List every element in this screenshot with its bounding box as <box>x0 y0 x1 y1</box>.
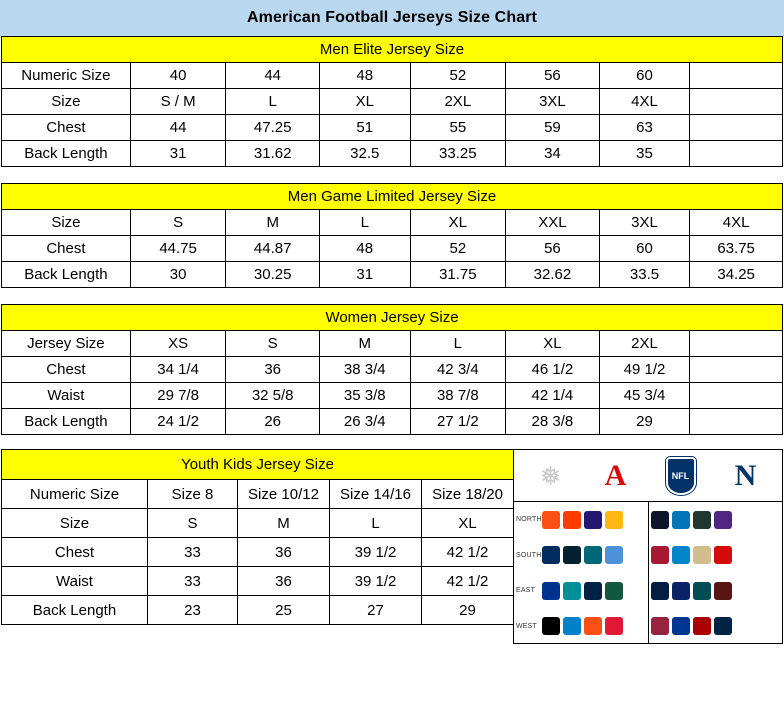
cell: XL <box>319 89 410 115</box>
row-label: Jersey Size <box>2 331 131 357</box>
women-table <box>1 304 783 435</box>
cell: 24 1/2 <box>130 409 226 435</box>
cell: L <box>330 509 422 538</box>
team-logo-saints <box>693 546 711 564</box>
division-row-nfc-west <box>649 609 783 645</box>
cell: 47.25 <box>226 115 320 141</box>
cell: M <box>238 509 330 538</box>
cell: 51 <box>319 115 410 141</box>
cell: 27 <box>330 596 422 625</box>
row-label: Numeric Size <box>2 63 131 89</box>
cell: S <box>148 509 238 538</box>
team-logo-ravens <box>584 511 602 529</box>
cell: 63.75 <box>690 236 783 262</box>
cell: L <box>319 210 410 236</box>
team-logo-steelers <box>605 511 623 529</box>
table-row <box>2 596 514 625</box>
team-logo-bengals <box>542 511 560 529</box>
cell: 4XL <box>599 89 690 115</box>
team-logo-panthers <box>672 546 690 564</box>
team-logo-buccaneers <box>714 546 732 564</box>
cell: XL <box>422 509 514 538</box>
cell: 38 7/8 <box>410 383 506 409</box>
cell: 35 3/8 <box>319 383 410 409</box>
cell: XL <box>506 331 600 357</box>
team-logo-eagles <box>693 582 711 600</box>
cell: 33.25 <box>410 141 506 167</box>
spacer <box>0 288 784 304</box>
team-logo-jets <box>605 582 623 600</box>
table-row <box>2 184 783 210</box>
team-logo-49ers <box>693 617 711 635</box>
cell: 39 1/2 <box>330 538 422 567</box>
team-logo-group <box>542 546 648 564</box>
nfl-shield-icon: NFL <box>657 454 705 498</box>
cell: 25 <box>238 596 330 625</box>
cell: 38 3/4 <box>319 357 410 383</box>
section-heading-women: Women Jersey Size <box>2 305 783 331</box>
team-logo-seahawks <box>714 617 732 635</box>
page-title: American Football Jerseys Size Chart <box>247 9 537 26</box>
cell: 35 <box>599 141 690 167</box>
cell-empty <box>690 115 783 141</box>
cell: 46 1/2 <box>506 357 600 383</box>
spacer <box>0 435 784 449</box>
cell: 26 3/4 <box>319 409 410 435</box>
team-logo-browns <box>563 511 581 529</box>
table-row <box>2 210 783 236</box>
cell: 31.75 <box>410 262 506 288</box>
row-label: Back Length <box>2 262 131 288</box>
nfl-logos-panel <box>513 449 783 644</box>
team-logo-jaguars <box>584 546 602 564</box>
section-heading-men-game-limited: Men Game Limited Jersey Size <box>2 184 783 210</box>
cell: S <box>130 210 226 236</box>
division-label: SOUTH <box>516 551 542 559</box>
team-logo-commanders <box>714 582 732 600</box>
row-label: Size <box>2 89 131 115</box>
row-label: Waist <box>2 567 148 596</box>
cell: 34.25 <box>690 262 783 288</box>
cell: 44 <box>226 63 320 89</box>
team-logo-rams <box>672 617 690 635</box>
table-row <box>2 450 514 480</box>
division-row-afc-south <box>514 538 648 574</box>
table-row <box>2 37 783 63</box>
cell: Size 18/20 <box>422 480 514 509</box>
league-logos-row <box>514 450 782 502</box>
team-logo-cardinals <box>651 617 669 635</box>
team-logo-group <box>542 582 648 600</box>
youth-table-container <box>1 449 513 625</box>
cell-empty <box>690 409 783 435</box>
cell: L <box>226 89 320 115</box>
table-row <box>2 480 514 509</box>
cell: 30 <box>130 262 226 288</box>
division-label: EAST <box>516 587 536 595</box>
cell: S / M <box>130 89 226 115</box>
youth-and-logos-region <box>1 449 783 644</box>
cell: Size 14/16 <box>330 480 422 509</box>
cell: 44.75 <box>130 236 226 262</box>
cell: 56 <box>506 63 600 89</box>
cell: 32.62 <box>506 262 600 288</box>
sparkle-icon: ❅ <box>539 460 562 491</box>
cell: Size 10/12 <box>238 480 330 509</box>
row-label: Chest <box>2 538 148 567</box>
table-row <box>2 409 783 435</box>
cell: 52 <box>410 63 506 89</box>
team-logo-giants <box>672 582 690 600</box>
conference-divisions <box>514 502 782 644</box>
cell: 31 <box>319 262 410 288</box>
cell: 48 <box>319 63 410 89</box>
cell: 55 <box>410 115 506 141</box>
section-heading-men-elite: Men Elite Jersey Size <box>2 37 783 63</box>
cell: 59 <box>506 115 600 141</box>
cell: 63 <box>599 115 690 141</box>
team-logo-group <box>542 511 648 529</box>
cell-empty <box>690 383 783 409</box>
team-logo-bills <box>542 582 560 600</box>
team-logo-texans <box>563 546 581 564</box>
team-logo-chiefs <box>605 617 623 635</box>
row-label: Chest <box>2 236 131 262</box>
cell: 28 3/8 <box>506 409 600 435</box>
team-logo-broncos <box>584 617 602 635</box>
row-label: Numeric Size <box>2 480 148 509</box>
table-row <box>2 115 783 141</box>
table-row <box>2 262 783 288</box>
table-row <box>2 89 783 115</box>
cell: 52 <box>410 236 506 262</box>
spacer <box>0 167 784 183</box>
cell: 42 1/2 <box>422 538 514 567</box>
page-title-bar <box>0 0 784 36</box>
team-logo-group <box>651 582 783 600</box>
cell: 36 <box>226 357 320 383</box>
cell: 4XL <box>690 210 783 236</box>
row-label: Size <box>2 210 131 236</box>
division-row-nfc-north <box>649 502 783 538</box>
table-row <box>2 236 783 262</box>
cell: 45 3/4 <box>599 383 690 409</box>
team-logo-raiders <box>542 617 560 635</box>
team-logo-falcons <box>651 546 669 564</box>
cell: 36 <box>238 538 330 567</box>
cell: 29 <box>422 596 514 625</box>
team-logo-chargers <box>563 617 581 635</box>
cell: 56 <box>506 236 600 262</box>
cell: 60 <box>599 236 690 262</box>
cell: 27 1/2 <box>410 409 506 435</box>
cell: 2XL <box>410 89 506 115</box>
division-row-nfc-east <box>649 573 783 609</box>
division-row-nfc-south <box>649 538 783 574</box>
cell: 48 <box>319 236 410 262</box>
team-logo-cowboys <box>651 582 669 600</box>
cell-empty <box>690 357 783 383</box>
cell: 31 <box>130 141 226 167</box>
afc-logo-icon: A <box>604 458 627 492</box>
cell: 33 <box>148 567 238 596</box>
cell: 32 5/8 <box>226 383 320 409</box>
cell-empty <box>690 63 783 89</box>
section-heading-youth: Youth Kids Jersey Size <box>2 450 514 480</box>
team-logo-vikings <box>714 511 732 529</box>
men-elite-table <box>1 36 783 167</box>
row-label: Waist <box>2 383 131 409</box>
cell: 34 1/4 <box>130 357 226 383</box>
table-row <box>2 141 783 167</box>
row-label: Back Length <box>2 409 131 435</box>
cell: 3XL <box>506 89 600 115</box>
cell: M <box>226 210 320 236</box>
cell: XXL <box>506 210 600 236</box>
division-row-afc-east <box>514 573 648 609</box>
team-logo-colts <box>542 546 560 564</box>
cell: 39 1/2 <box>330 567 422 596</box>
cell: M <box>319 331 410 357</box>
cell: 44.87 <box>226 236 320 262</box>
table-row <box>2 331 783 357</box>
cell: 31.62 <box>226 141 320 167</box>
men-game-limited-table <box>1 183 783 288</box>
cell: S <box>226 331 320 357</box>
cell: 29 <box>599 409 690 435</box>
row-label: Back Length <box>2 141 131 167</box>
row-label: Chest <box>2 357 131 383</box>
table-row <box>2 538 514 567</box>
cell: 40 <box>130 63 226 89</box>
team-logo-dolphins <box>563 582 581 600</box>
cell: 36 <box>238 567 330 596</box>
table-row <box>2 383 783 409</box>
cell: 33 <box>148 538 238 567</box>
cell: 49 1/2 <box>599 357 690 383</box>
youth-table <box>1 449 514 625</box>
table-row <box>2 305 783 331</box>
team-logo-patriots <box>584 582 602 600</box>
cell: 26 <box>226 409 320 435</box>
cell: Size 8 <box>148 480 238 509</box>
team-logo-bears <box>651 511 669 529</box>
team-logo-titans <box>605 546 623 564</box>
cell: 42 1/2 <box>422 567 514 596</box>
division-row-afc-west <box>514 609 648 645</box>
nfc-logo-icon: N <box>734 458 757 492</box>
cell-empty <box>690 141 783 167</box>
cell-empty <box>690 89 783 115</box>
team-logo-group <box>651 511 783 529</box>
cell: 33.5 <box>599 262 690 288</box>
table-row <box>2 509 514 538</box>
table-row <box>2 567 514 596</box>
cell: 44 <box>130 115 226 141</box>
division-label: NORTH <box>516 516 542 524</box>
team-logo-group <box>651 617 783 635</box>
cell: XL <box>410 210 506 236</box>
division-label: WEST <box>516 622 538 630</box>
cell: 60 <box>599 63 690 89</box>
nfc-conference <box>649 502 783 644</box>
afc-conference <box>514 502 649 644</box>
table-row <box>2 357 783 383</box>
team-logo-group <box>651 546 783 564</box>
cell: 29 7/8 <box>130 383 226 409</box>
cell: 34 <box>506 141 600 167</box>
cell: L <box>410 331 506 357</box>
cell: 42 3/4 <box>410 357 506 383</box>
row-label: Size <box>2 509 148 538</box>
row-label: Back Length <box>2 596 148 625</box>
cell: 30.25 <box>226 262 320 288</box>
cell: 23 <box>148 596 238 625</box>
team-logo-packers <box>693 511 711 529</box>
cell: 3XL <box>599 210 690 236</box>
team-logo-lions <box>672 511 690 529</box>
cell-empty <box>690 331 783 357</box>
cell: XS <box>130 331 226 357</box>
table-row <box>2 63 783 89</box>
row-label: Chest <box>2 115 131 141</box>
cell: 32.5 <box>319 141 410 167</box>
team-logo-group <box>542 617 648 635</box>
cell: 42 1/4 <box>506 383 600 409</box>
cell: 2XL <box>599 331 690 357</box>
division-row-afc-north <box>514 502 648 538</box>
